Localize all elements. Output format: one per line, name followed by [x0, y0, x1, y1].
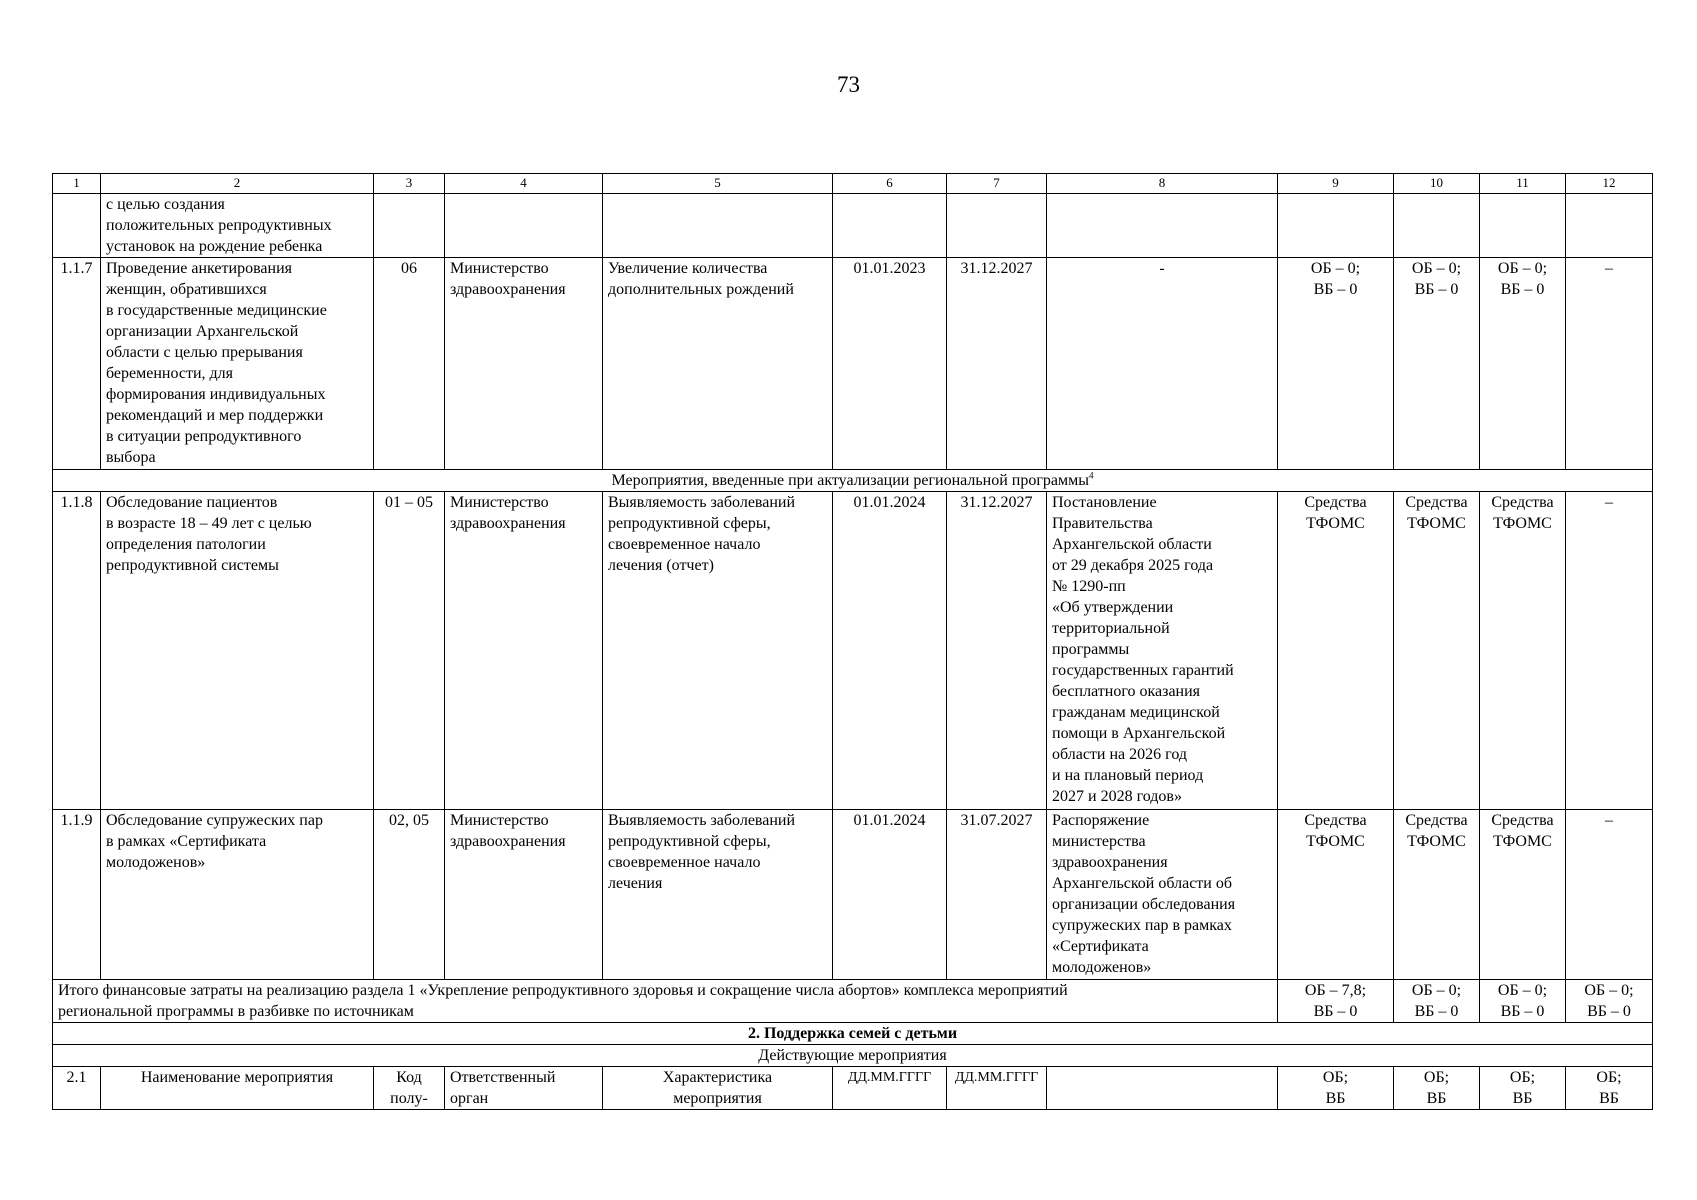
- column-header: 1: [53, 174, 101, 194]
- column-header: 7: [947, 174, 1047, 194]
- table-row: [53, 810, 1653, 980]
- row-number: 1.1.8: [53, 492, 101, 810]
- funding-cell: ОБ – 0; ВБ – 0: [1394, 258, 1480, 470]
- footnote-marker: 4: [1089, 470, 1094, 481]
- total-label: Итого финансовые затраты на реализацию раздела 1 «Укрепление репродуктивного здоровья и сокращение числа абортов» комплекса мероприятий региональной программы в разбивке по источникам: [53, 980, 1278, 1023]
- agency-cell: Министерство здравоохранения: [445, 258, 603, 470]
- funding-cell: ОБ; ВБ: [1394, 1067, 1480, 1110]
- measure-name: Наименование мероприятия: [101, 1067, 374, 1110]
- end-date: ДД.ММ.ГГГГ: [947, 1067, 1047, 1110]
- agency-cell: Министерство здравоохранения: [445, 492, 603, 810]
- funding-cell: –: [1566, 258, 1653, 470]
- total-row: [53, 980, 1653, 1023]
- start-date: 01.01.2023: [833, 258, 947, 470]
- document-cell: Постановление Правительства Архангельской области от 29 декабря 2025 года № 1290-пп «Об утверждении территориальной программы государственных гарантий бесплатного оказания гражданам медицинской помощи в Архангельской области на 2026 год и на плановый период 2027 и 2028 годов»: [1047, 492, 1278, 810]
- row-number: 1.1.7: [53, 258, 101, 470]
- characteristic-cell: Выявляемость заболеваний репродуктивной сферы, своевременное начало лечения (отчет): [603, 492, 833, 810]
- funding-cell: ОБ; ВБ: [1278, 1067, 1394, 1110]
- code-cell: 01 – 05: [374, 492, 445, 810]
- column-header: 8: [1047, 174, 1278, 194]
- section-title: Мероприятия, введенные при актуализации региональной программы: [611, 472, 1090, 489]
- table-row: [53, 194, 1653, 258]
- characteristic-cell: Увеличение количества дополнительных рождений: [603, 258, 833, 470]
- start-date: 01.01.2024: [833, 810, 947, 980]
- section-row: [53, 470, 1653, 492]
- start-date: ДД.ММ.ГГГГ: [833, 1067, 947, 1110]
- measure-name: с целью создания положительных репродуктивных установок на рождение ребенка: [101, 194, 374, 258]
- column-header: 12: [1566, 174, 1653, 194]
- table-row: [53, 492, 1653, 810]
- table-row: [53, 258, 1653, 470]
- row-number: 2.1: [53, 1067, 101, 1110]
- characteristic-cell: Выявляемость заболеваний репродуктивной сферы, своевременное начало лечения: [603, 810, 833, 980]
- end-date: 31.07.2027: [947, 810, 1047, 980]
- code-cell: Код полу-: [374, 1067, 445, 1110]
- funding-cell: Средства ТФОМС: [1394, 492, 1480, 810]
- funding-cell: ОБ; ВБ: [1480, 1067, 1566, 1110]
- column-header: 3: [374, 174, 445, 194]
- funding-cell: ОБ – 0; ВБ – 0: [1480, 980, 1566, 1023]
- measure-name: Проведение анкетирования женщин, обратившихся в государственные медицинские организации Архангельской области с целью прерывания беременности, для формирования индивидуальных рекомендаций и мер поддержки в ситуации репродуктивного выбора: [101, 258, 374, 470]
- column-header: 6: [833, 174, 947, 194]
- measure-name: Обследование супружеских пар в рамках «Сертификата молодоженов»: [101, 810, 374, 980]
- column-header: 5: [603, 174, 833, 194]
- code-cell: 06: [374, 258, 445, 470]
- characteristic-cell: Характеристика мероприятия: [603, 1067, 833, 1110]
- document-cell: -: [1047, 258, 1278, 470]
- page-number: 73: [837, 72, 860, 97]
- section-row: [53, 1045, 1653, 1067]
- end-date: 31.12.2027: [947, 492, 1047, 810]
- subsection-title: Действующие мероприятия: [53, 1045, 1653, 1067]
- column-header: 11: [1480, 174, 1566, 194]
- start-date: 01.01.2024: [833, 492, 947, 810]
- funding-cell: Средства ТФОМС: [1394, 810, 1480, 980]
- funding-cell: –: [1566, 492, 1653, 810]
- column-header: 10: [1394, 174, 1480, 194]
- funding-cell: ОБ – 0; ВБ – 0: [1278, 258, 1394, 470]
- document-cell: [1047, 1067, 1278, 1110]
- row-number: 1.1.9: [53, 810, 101, 980]
- funding-cell: ОБ – 7,8; ВБ – 0: [1278, 980, 1394, 1023]
- agency-cell: Министерство здравоохранения: [445, 810, 603, 980]
- funding-cell: ОБ – 0; ВБ – 0: [1480, 258, 1566, 470]
- code-cell: 02, 05: [374, 810, 445, 980]
- funding-cell: ОБ – 0; ВБ – 0: [1566, 980, 1653, 1023]
- funding-cell: ОБ; ВБ: [1566, 1067, 1653, 1110]
- measure-name: Обследование пациентов в возрасте 18 – 49 лет с целью определения патологии репродуктивной системы: [101, 492, 374, 810]
- funding-cell: Средства ТФОМС: [1278, 810, 1394, 980]
- section-title: 2. Поддержка семей с детьми: [53, 1023, 1653, 1045]
- funding-cell: Средства ТФОМС: [1278, 492, 1394, 810]
- column-header: 9: [1278, 174, 1394, 194]
- funding-cell: Средства ТФОМС: [1480, 810, 1566, 980]
- document-cell: Распоряжение министерства здравоохранения Архангельской области об организации обследования супружеских пар в рамках «Сертификата молодоженов»: [1047, 810, 1278, 980]
- table-row: [53, 1067, 1653, 1110]
- funding-cell: Средства ТФОМС: [1480, 492, 1566, 810]
- column-header: 2: [101, 174, 374, 194]
- column-header: 4: [445, 174, 603, 194]
- section-row: [53, 1023, 1653, 1045]
- column-number-row: [53, 174, 1653, 194]
- agency-cell: Ответственный орган: [445, 1067, 603, 1110]
- funding-cell: –: [1566, 810, 1653, 980]
- program-table: [52, 173, 1653, 1110]
- end-date: 31.12.2027: [947, 258, 1047, 470]
- funding-cell: ОБ – 0; ВБ – 0: [1394, 980, 1480, 1023]
